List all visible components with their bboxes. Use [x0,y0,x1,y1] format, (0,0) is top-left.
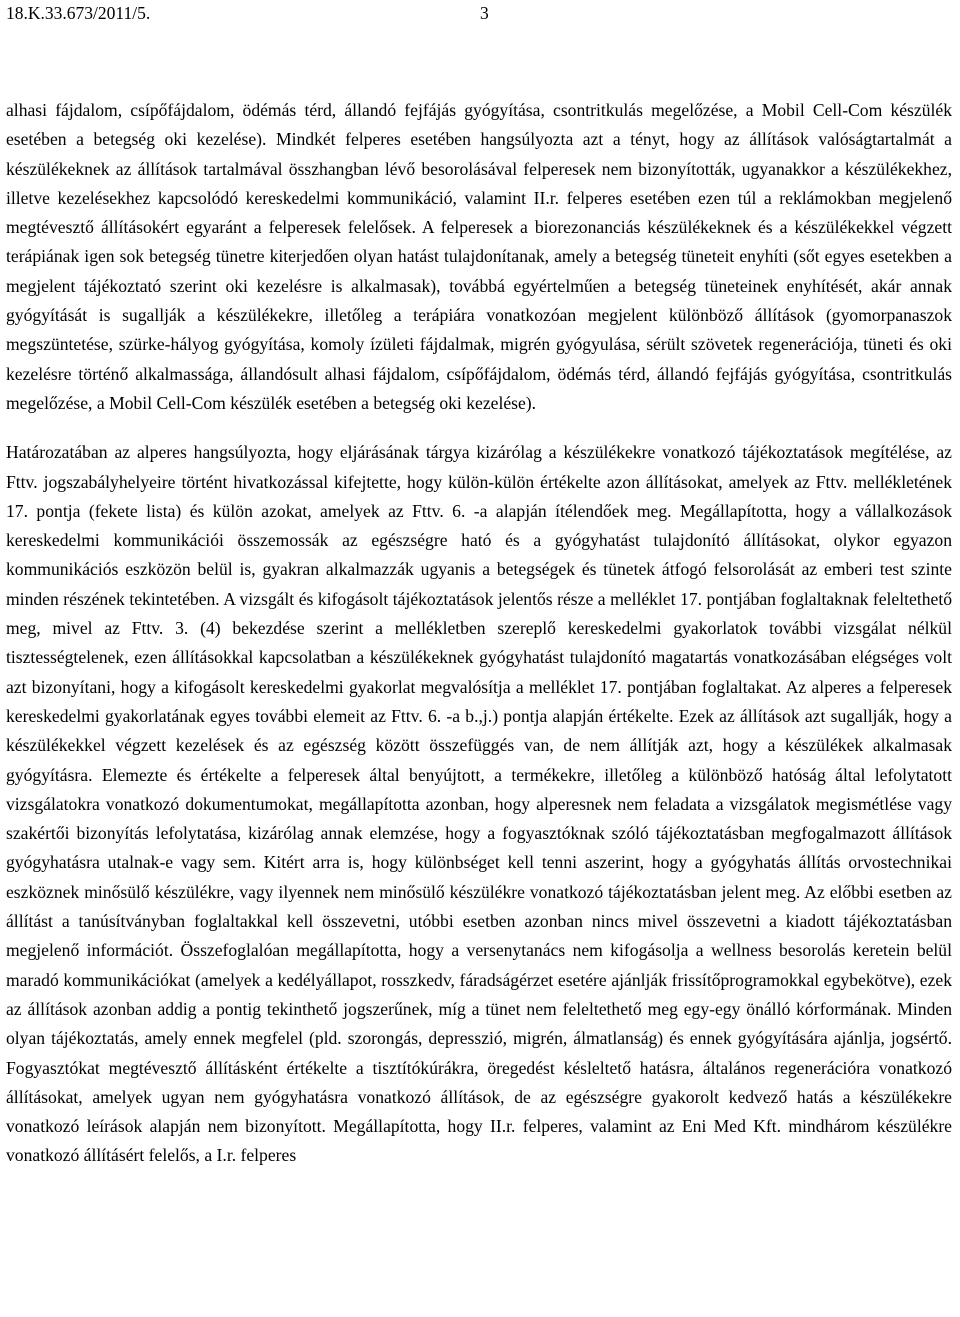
paragraph-2: Határozatában az alperes hangsúlyozta, hogy eljárásának tárgya kizárólag a készülékekre vonatkozó tájékoztatások megítélése, az Fttv. jogszabályhelyeire történt hivatkozással kifejtette, hogy külön-külön értékelte azon állításokat, amelyek az Fttv. mellékletének 17. pontja (fekete lista) és külön azokat, amelyek az Fttv. 6. -a alapján ítélendőek meg. Megállapította, hogy a vállalkozások kereskedelmi kommunikációi összemossák az egészségre ható és a gyógyhatást tulajdonító állításokat, olykor egyazon kommunikációs eszközön belül is, gyakran alkalmazzák ugyanis a betegségek és tünetek átfogó felsorolását az emberi test szinte minden részének tekintetében. A vizsgált és kifogásolt tájékoztatások jelentős része a melléklet 17. pontjában foglaltaknak feleltethető meg, mivel az Fttv. 3. (4) bekezdése szerint a mellékletben szereplő kereskedelmi gyakorlatok további vizsgálat nélkül tisztességtelenek, ezen állításokkal kapcsolatban a készülékeknek gyógyhatást tulajdonító magatartás vonatkozásában elégséges volt azt bizonyítani, hogy a kifogásolt kereskedelmi gyakorlat megvalósítja a melléklet 17. pontjában foglaltakat. Az alperes a felperesek kereskedelmi gyakorlatának egyes további elemeit az Fttv. 6. -a b.,j.) pontja alapján értékelte. Ezek az állítások azt sugallják, hogy a készülékekkel végzett kezelések és az egészség között összefüggés van, de nem állítják azt, hogy a készülékek alkalmasak gyógyításra. Elemezte és értékelte a felperesek által benyújtott, a termékekre, illetőleg a különböző hatóság által lefolytatott vizsgálatokra vonatkozó dokumentumokat, megállapította azonban, hogy alperesnek nem feladata a vizsgálatok megismétlése vagy szakértői bizonyítás lefolytatása, kizárólag annak elemzése, hogy a fogyasztóknak szóló tájékoztatásban megfogalmazott állítások gyógyhatásra utalnak-e vagy sem. Kitért arra is, hogy különbséget kell tenni aszerint, hogy a gyógyhatás állítás orvostechnikai eszköznek minősülő készülékre, vagy ilyennek nem minősülő készülékre vonatkozó tájékoztatásban jelent meg. Az előbbi esetben az állítást a tanúsítványban foglaltakkal kell összevetni, utóbbi esetben azonban nincs mivel összevetni a kiadott tájékoztatásban megjelenő információt. Összefoglalóan megállapította, hogy a versenytanács nem kifogásolja a wellness besorolás keretein belül maradó kommunikációkat (amelyek a kedélyállapot, rosszkedv, fáradságérzet esetére ajánlják frissítőprogramokkal egybekötve), ezek az állítások azonban addig a pontig tekinthető jogszerűnek, míg a tünet nem feleltethető meg egy-egy önálló kórformának. Minden olyan tájékoztatás, amely ennek megfelel (pld. szorongás, depresszió, migrén, álmatlanság) és ennek gyógyítására ajánlja, jogsértő. Fogyasztókat megtévesztő állításként értékelte a tisztítókúrákra, öregedést késleltető hatásra, általános regenerációra vonatkozó állításokat, amelyek ugyan nem gyógyhatásra vonatkozó állítások, de az egészségre gyakorolt kedvező hatás a készülékekre vonatkozó leírások alapján nem bizonyított. Megállapította, hogy II.r. felperes, valamint az Eni Med Kft. mindhárom készülékre vonatkozó állításért felelős, a I.r. felperes [6,442,952,1166]
paragraph-1: alhasi fájdalom, csípőfájdalom, ödémás térd, állandó fejfájás gyógyítása, csontritkulás megelőzése, a Mobil Cell-Com készülék esetében a betegség oki kezelése). Mindkét felperes esetében hangsúlyozta azt a tényt, hogy az állítások valóságtartalmát a készülékeknek az állítások tartalmával összhangban lévő besorolásával felperesek nem bizonyították, ugyanakkor a készülékekhez, illetve kezelésekhez kapcsolódó kereskedelmi kommunikáció, valamint II.r. felperes esetében ezen túl a reklámokban megjelenő megtévesztő állításokért egyaránt a felperesek felelősek. A felperesek a biorezonanciás készülékeknek és a készülékekkel végzett terápiának igen sok betegség tünetre kiterjedően olyan hatást tulajdonítanak, amely a betegség tüneteit enyhíti (sőt egyes esetekben a megjelent tájékoztató szerint oki kezelésre is alkalmasak), továbbá egyértelműen a betegség tüneteinek enyhítését, akár annak gyógyítását is sugallják a készülékekre, illetőleg a terápiára vonatkozóan megjelent különböző állítások (gyomorpanaszok megszüntetése, szürke-hályog gyógyítása, komoly ízületi fájdalmak, migrén gyógyulása, sérült szövetek regenerációja, tüneti és oki kezelésre történő alkalmassága, állandósult alhasi fájdalom, csípőfájdalom, ödémás térd, állandó fejfájás gyógyítása, csontritkulás megelőzése, a Mobil Cell-Com készülék esetében a betegség oki kezelése). [6,100,952,413]
page-number: 3 [480,3,489,23]
document-body [6,96,952,1171]
case-number: 18.K.33.673/2011/5. [6,3,151,23]
